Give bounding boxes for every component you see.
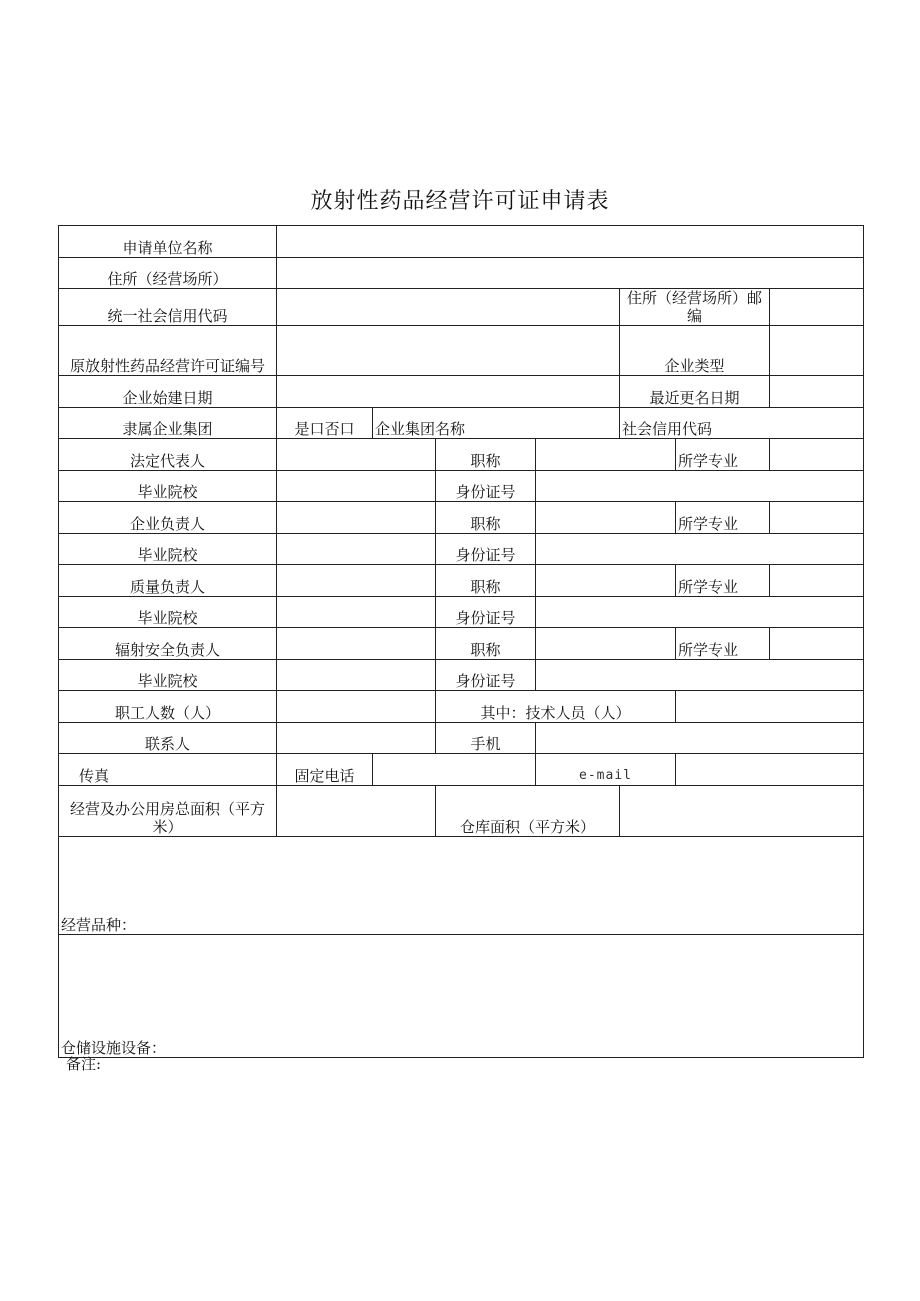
quality-head-title-field[interactable]	[536, 565, 676, 597]
legal-rep-id-field[interactable]	[536, 471, 864, 502]
radiation-head-field[interactable]	[277, 628, 436, 660]
credit-code-field[interactable]	[277, 289, 620, 326]
quality-head-school-field[interactable]	[277, 597, 436, 628]
enterprise-head-major-field[interactable]	[770, 502, 864, 534]
office-area-field[interactable]	[277, 786, 436, 837]
label-staff-count: 职工人数（人）	[59, 691, 277, 723]
label-credit-code: 统一社会信用代码	[59, 289, 277, 326]
label-storage-equipment: 仓储设施设备：	[61, 1039, 167, 1057]
label-rename-date: 最近更名日期	[620, 376, 770, 408]
legal-rep-school-field[interactable]	[277, 471, 436, 502]
label-quality-head: 质量负责人	[59, 565, 277, 597]
legal-rep-field[interactable]	[277, 439, 436, 471]
label-business-scope: 经营品种：	[61, 916, 137, 934]
group-credit-code-label-text: 社会信用代码	[622, 420, 713, 438]
label-enterprise-head: 企业负责人	[59, 502, 277, 534]
label-quality-head-id: 身份证号	[436, 597, 536, 628]
radiation-head-title-field[interactable]	[536, 628, 676, 660]
label-legal-rep-major: 所学专业	[676, 439, 770, 471]
enterprise-type-field[interactable]	[770, 326, 864, 376]
label-email: e-mail	[536, 754, 676, 786]
enterprise-head-school-field[interactable]	[277, 534, 436, 565]
group-yes-no-checkbox[interactable]: 是口否口	[277, 408, 373, 439]
enterprise-head-id-field[interactable]	[536, 534, 864, 565]
label-tech-staff: 其中：技术人员（人）	[436, 691, 676, 723]
label-office-area: 经营及办公用房总面积（平方米）	[59, 786, 277, 837]
phone-field[interactable]	[373, 754, 536, 786]
label-mobile: 手机	[436, 723, 536, 754]
label-enterprise-head-major: 所学专业	[676, 502, 770, 534]
label-radiation-head-school: 毕业院校	[59, 660, 277, 691]
quality-head-field[interactable]	[277, 565, 436, 597]
label-enterprise-type: 企业类型	[620, 326, 770, 376]
label-contact: 联系人	[59, 723, 277, 754]
label-radiation-head: 辐射安全负责人	[59, 628, 277, 660]
group-name-label-text: 企业集团名称	[375, 420, 466, 438]
label-old-license-no: 原放射性药品经营许可证编号	[59, 326, 277, 376]
founding-date-field[interactable]	[277, 376, 620, 408]
label-enterprise-head-id: 身份证号	[436, 534, 536, 565]
quality-head-major-field[interactable]	[770, 565, 864, 597]
warehouse-area-field[interactable]	[620, 786, 864, 837]
label-phone: 固定电话	[277, 754, 373, 786]
rename-date-field[interactable]	[770, 376, 864, 408]
staff-count-field[interactable]	[277, 691, 436, 723]
remarks-label: 备注:	[66, 1055, 102, 1073]
label-radiation-head-major: 所学专业	[676, 628, 770, 660]
enterprise-head-field[interactable]	[277, 502, 436, 534]
quality-head-id-field[interactable]	[536, 597, 864, 628]
label-enterprise-head-title: 职称	[436, 502, 536, 534]
label-group-name	[373, 408, 620, 439]
label-radiation-head-id: 身份证号	[436, 660, 536, 691]
label-group-credit-code	[620, 408, 864, 439]
business-scope-field[interactable]	[59, 837, 864, 935]
application-form-table	[58, 225, 864, 1058]
label-radiation-head-title: 职称	[436, 628, 536, 660]
label-fax: 传真	[59, 754, 277, 786]
label-address: 住所（经营场所）	[59, 258, 277, 289]
enterprise-head-title-field[interactable]	[536, 502, 676, 534]
label-legal-rep-school: 毕业院校	[59, 471, 277, 502]
label-group: 隶属企业集团	[59, 408, 277, 439]
label-legal-rep-id: 身份证号	[436, 471, 536, 502]
legal-rep-title-field[interactable]	[536, 439, 676, 471]
label-quality-head-major: 所学专业	[676, 565, 770, 597]
radiation-head-school-field[interactable]	[277, 660, 436, 691]
contact-field[interactable]	[277, 723, 436, 754]
mobile-field[interactable]	[536, 723, 864, 754]
radiation-head-major-field[interactable]	[770, 628, 864, 660]
email-field[interactable]	[676, 754, 864, 786]
storage-equipment-field[interactable]	[59, 935, 864, 1058]
label-quality-head-school: 毕业院校	[59, 597, 277, 628]
label-postcode: 住所（经营场所）邮编	[620, 289, 770, 326]
tech-staff-field[interactable]	[676, 691, 864, 723]
legal-rep-major-field[interactable]	[770, 439, 864, 471]
label-quality-head-title: 职称	[436, 565, 536, 597]
label-founding-date: 企业始建日期	[59, 376, 277, 408]
applicant-name-field[interactable]	[277, 226, 864, 258]
radiation-head-id-field[interactable]	[536, 660, 864, 691]
label-legal-rep: 法定代表人	[59, 439, 277, 471]
label-legal-rep-title: 职称	[436, 439, 536, 471]
postcode-field[interactable]	[770, 289, 864, 326]
label-enterprise-head-school: 毕业院校	[59, 534, 277, 565]
address-field[interactable]	[277, 258, 864, 289]
label-warehouse-area: 仓库面积（平方米）	[436, 786, 620, 837]
form-title: 放射性药品经营许可证申请表	[310, 189, 610, 214]
old-license-no-field[interactable]	[277, 326, 620, 376]
label-applicant-name: 申请单位名称	[59, 226, 277, 258]
